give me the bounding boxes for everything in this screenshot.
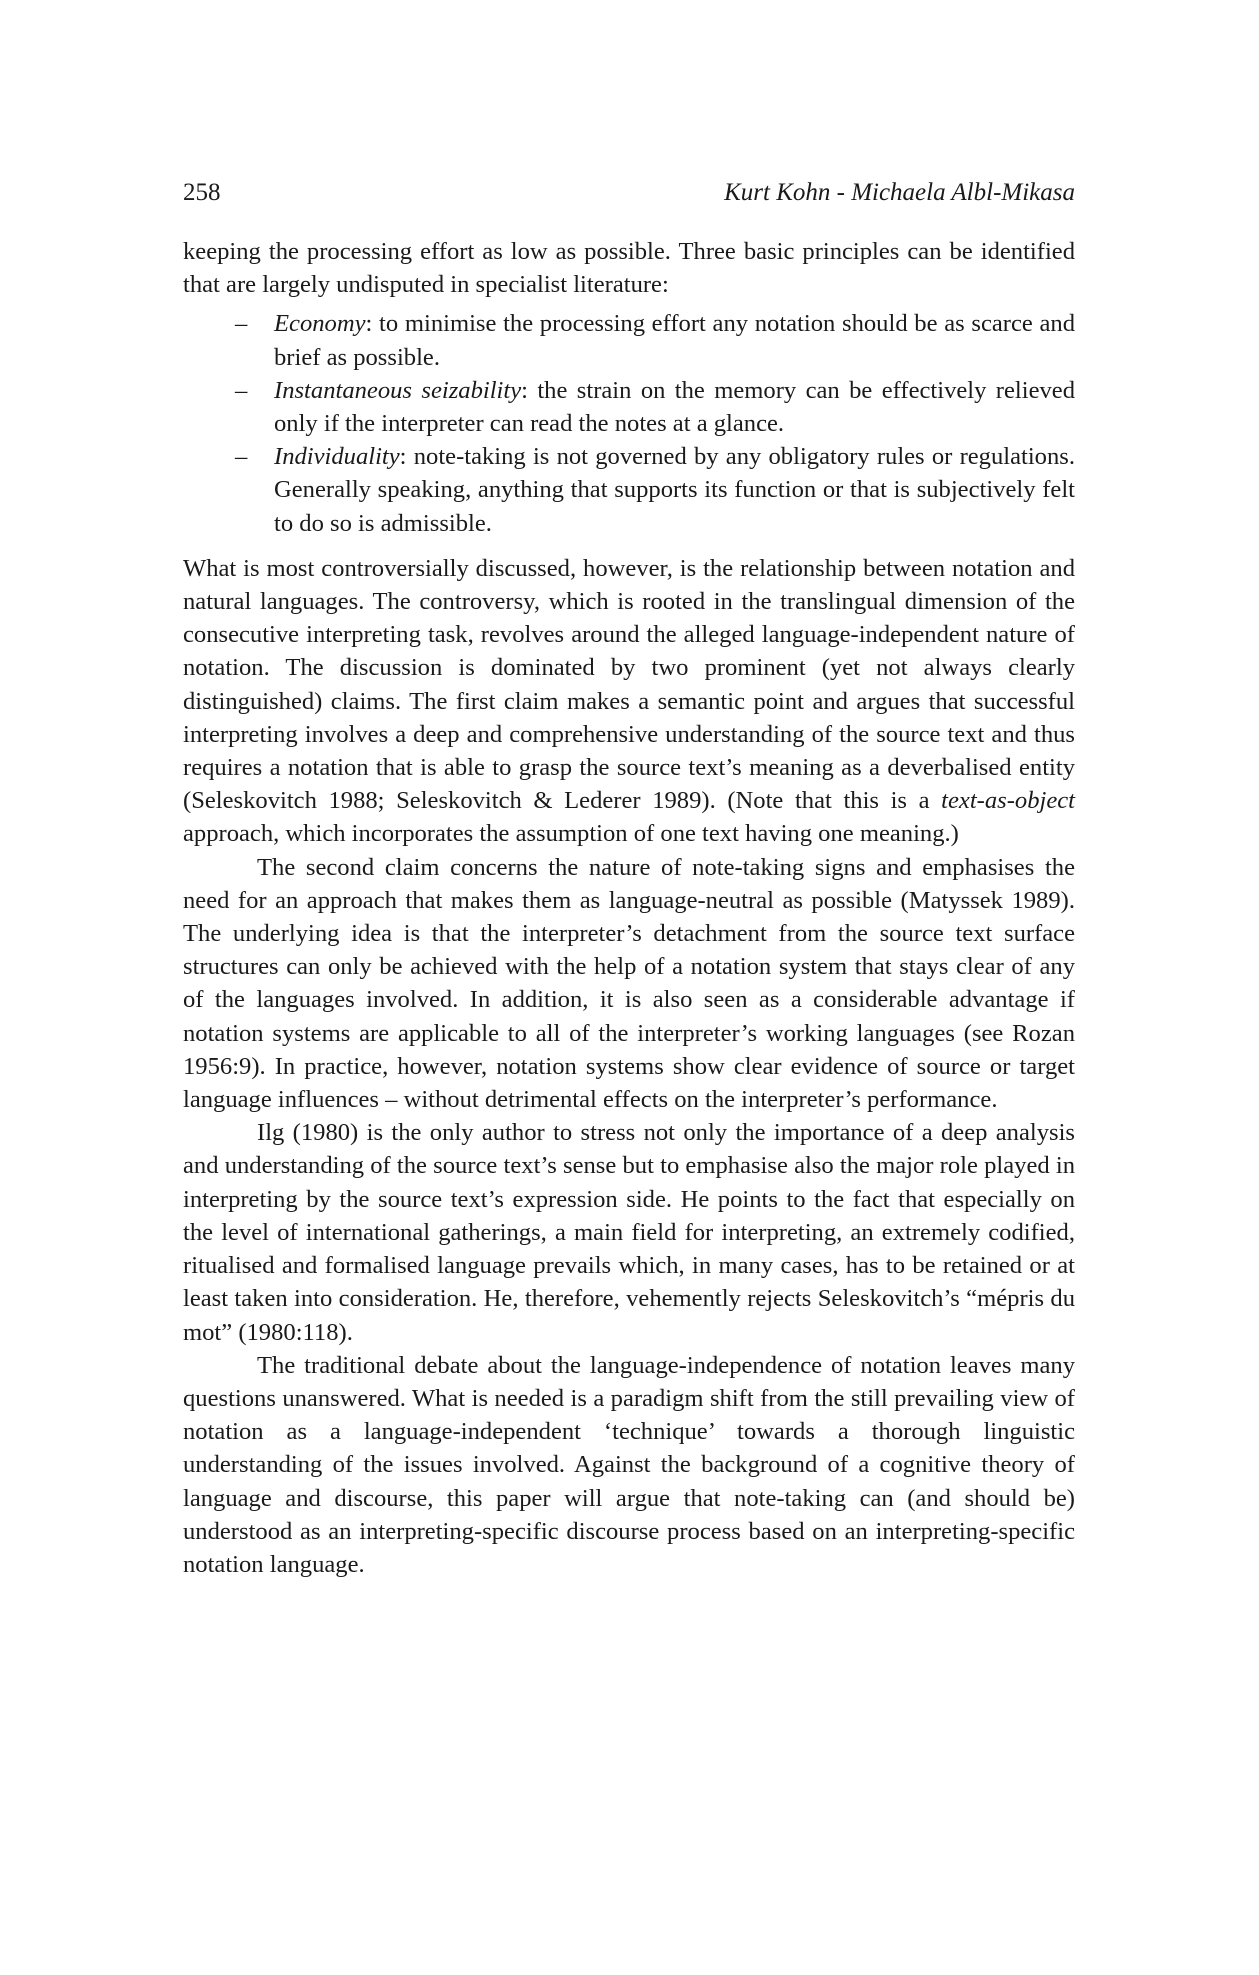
paragraph-second-claim: The second claim concerns the nature of note-taking signs and emphasises the need for an approach that makes them as language-neutral as possible (Matyssek 1989). The underlying idea is that the interpreter’s detachment from the source text surface structures can only be achieved with the help of a notation system that stays clear of any of the languages involved. In addition, it is also seen as a considerable advantage if notation systems are applicable to all of the interpreter’s working languages (see Rozan 1956:9). In practice, however, notation systems show clear evidence of source or target language influences – without detrimental effects on the interpreter’s performance. <box>183 853 1075 1114</box>
principles-list <box>183 307 1075 539</box>
emphasis-text-as-object: text-as-object <box>941 787 1075 815</box>
page-number: 258 <box>183 179 221 206</box>
paragraph-paradigm-shift: The traditional debate about the language-independence of notation leaves many questions unanswered. What is needed is a paradigm shift from the still prevailing view of notation as a language-independent ‘technique’ towards a thorough linguistic understanding of the issues involved. Against the background of a cognitive theory of language and discourse, this paper will argue that note-taking can (and should be) understood as an interpreting-specific discourse process based on an interpreting-specific notation language. <box>183 1351 1075 1578</box>
list-dash: – <box>235 443 248 471</box>
list-dash: – <box>235 310 248 338</box>
principle-text: : to minimise the processing effort any notation should be as scarce and brief as possible. <box>274 310 1075 371</box>
paragraph-ilg: Ilg (1980) is the only author to stress not only the importance of a deep analysis and understanding of the source text’s sense but to emphasise also the major role played in interpreting by the source text’s expression side. He points to the fact that especially on the level of international gatherings, a main field for interpreting, an extremely codified, ritualised and formalised language prevails which, in many cases, has to be retained or at least taken into consideration. He, therefore, vehemently rejects Seleskovitch’s “mépris du mot” (1980:118). <box>183 1119 1075 1346</box>
paragraph-text: What is most controversially discussed, however, is the relationship between notation and natural languages. The controversy, which is rooted in the translingual dimension of the consecutive interpreting task, revolves around the alleged language-independent nature of notation. The discussion is dominated by two prominent (yet not always clearly distinguished) claims. The first claim makes a semantic point and argues that successful interpreting involves a deep and comprehensive understanding of the source text and thus requires a notation that is able to grasp the source text’s meaning as a deverbalised entity (Seleskovitch 1988; Seleskovitch & Lederer 1989). (Note that this is a <box>183 554 1075 815</box>
principle-term: Individuality <box>274 443 400 471</box>
intro-paragraph: keeping the processing effort as low as possible. Three basic principles can be identified that are largely undisputed in specialist literature: <box>183 238 1075 299</box>
page <box>183 178 1075 1581</box>
list-dash: – <box>235 376 248 404</box>
principle-item-individuality <box>235 440 1075 540</box>
principle-item-instantaneous-seizability <box>235 374 1076 440</box>
principle-text: : note-taking is not governed by any obligatory rules or regulations. Generally speaking, anything that supports its function or that is subjectively felt to do so is admissible. <box>274 443 1075 537</box>
paragraph-controversy <box>183 552 1075 851</box>
running-head-authors: Kurt Kohn - Michaela Albl-Mikasa <box>724 179 1075 206</box>
principle-term: Instantaneous seizability <box>274 376 522 404</box>
running-header <box>183 178 1075 214</box>
principle-term: Economy <box>274 310 366 338</box>
principle-text: : the strain on the memory can be effectively relieved only if the interpreter can read the notes at a glance. <box>274 376 1076 438</box>
principle-item-economy <box>235 307 1075 373</box>
paragraph-text: approach, which incorporates the assumption of one text having one meaning.) <box>183 820 959 848</box>
body-text <box>183 235 1075 1581</box>
